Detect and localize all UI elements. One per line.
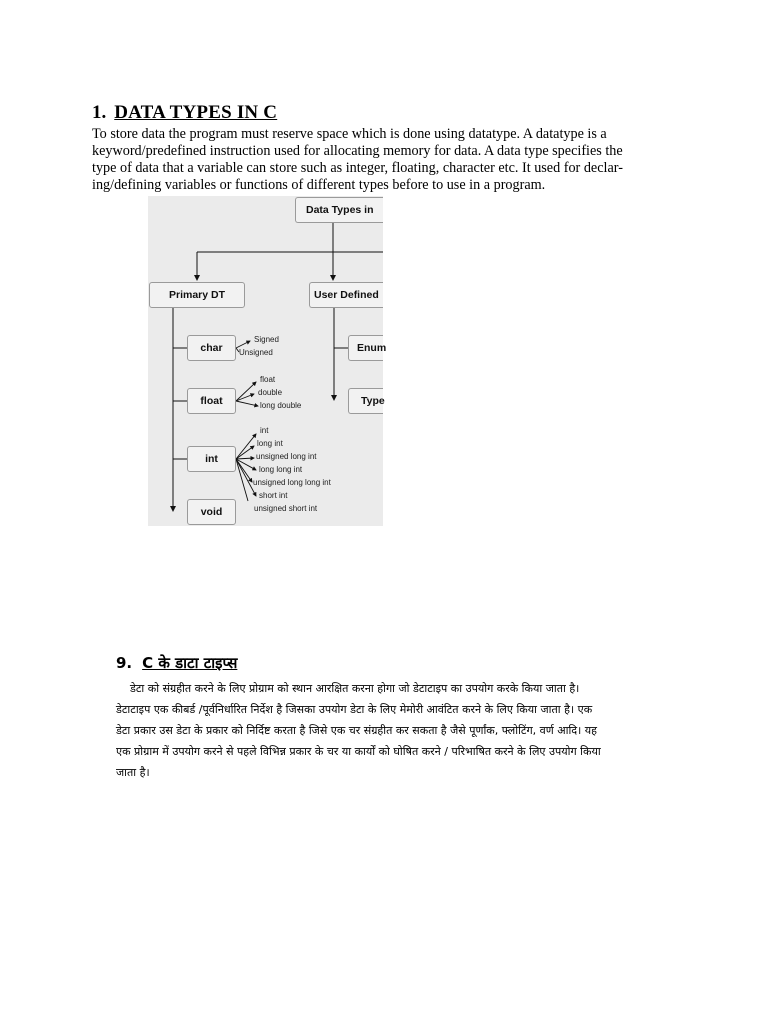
label-long-long-int: long long int: [259, 465, 303, 474]
paragraph-hi-line: डेटा प्रकार उस डेटा के प्रकार को निर्दिष्ट करता है जिसे एक चर संग्रहीत कर सकता है जैसे पूर्णांक, फ्लोटिंग, वर्ण आदि। यह: [116, 724, 598, 737]
node-typedef: Type: [348, 388, 383, 414]
label-int: int: [260, 426, 269, 435]
node-float: float: [187, 388, 236, 414]
label-long-int: long int: [257, 439, 283, 448]
heading-hi: [116, 652, 691, 674]
label-double: double: [258, 388, 283, 397]
heading-hi-number: 9.: [116, 654, 133, 672]
section-data-types-en: [92, 102, 676, 194]
paragraph-en-line: type of data that a variable can store such as integer, floating, character etc. It used for declar-: [92, 160, 623, 176]
paragraph-hi: [116, 678, 691, 783]
paragraph-en-line: To store data the program must reserve space which is done using datatype. A datatype is a: [92, 126, 607, 142]
paragraph-hi-line: डेटा को संग्रहीत करने के लिए प्रोग्राम को स्थान आरक्षित करना होगा जो डेटाटाइप का उपयोग करके किया जाता है।: [130, 682, 580, 695]
node-int: int: [187, 446, 236, 472]
label-unsigned-short-int: unsigned short int: [254, 504, 318, 513]
node-primary-dt: Primary DT: [149, 282, 245, 308]
paragraph-hi-line: जाता है।: [116, 766, 150, 779]
heading-en-number: 1.: [92, 102, 107, 123]
node-user-defined: User Defined: [309, 282, 383, 308]
node-data-types-root: Data Types in: [295, 197, 383, 223]
node-char: char: [187, 335, 236, 361]
node-enum: Enum: [348, 335, 383, 361]
label-signed: Signed: [254, 335, 279, 344]
data-types-diagram: [148, 196, 387, 526]
node-void: void: [187, 499, 236, 525]
paragraph-en-line: ing/defining variables or functions of different types before to use in a program.: [92, 177, 546, 193]
section-data-types-hi: [116, 652, 691, 783]
label-short-int: short int: [259, 491, 288, 500]
label-long-double: long double: [260, 401, 302, 410]
heading-en: [92, 102, 676, 124]
paragraph-hi-line: डेटाटाइप एक कीबर्ड /पूर्वनिर्धारित निर्देश है जिसका उपयोग डेटा के लिए मेमोरी आवंटित करने के लिए किया जाता है। एक: [116, 703, 593, 716]
paragraph-en: [92, 126, 676, 194]
diagram-connectors: [148, 196, 383, 526]
heading-en-title: DATA TYPES IN C: [114, 102, 278, 123]
heading-hi-title: C के डाटा टाइप्स: [142, 654, 238, 672]
label-unsigned-long-int: unsigned long int: [256, 452, 317, 461]
paragraph-hi-line: एक प्रोग्राम में उपयोग करने से पहले विभिन्न प्रकार के चर या कार्यों को घोषित करने / परिभाषित करने के लिए उपयोग किया: [116, 745, 601, 758]
label-float: float: [260, 375, 276, 384]
paragraph-en-line: keyword/predefined instruction used for allocating memory for data. A data type specifies the: [92, 143, 623, 159]
label-unsigned: Unsigned: [239, 348, 273, 357]
label-unsigned-long-long-int: unsigned long long int: [253, 478, 331, 487]
